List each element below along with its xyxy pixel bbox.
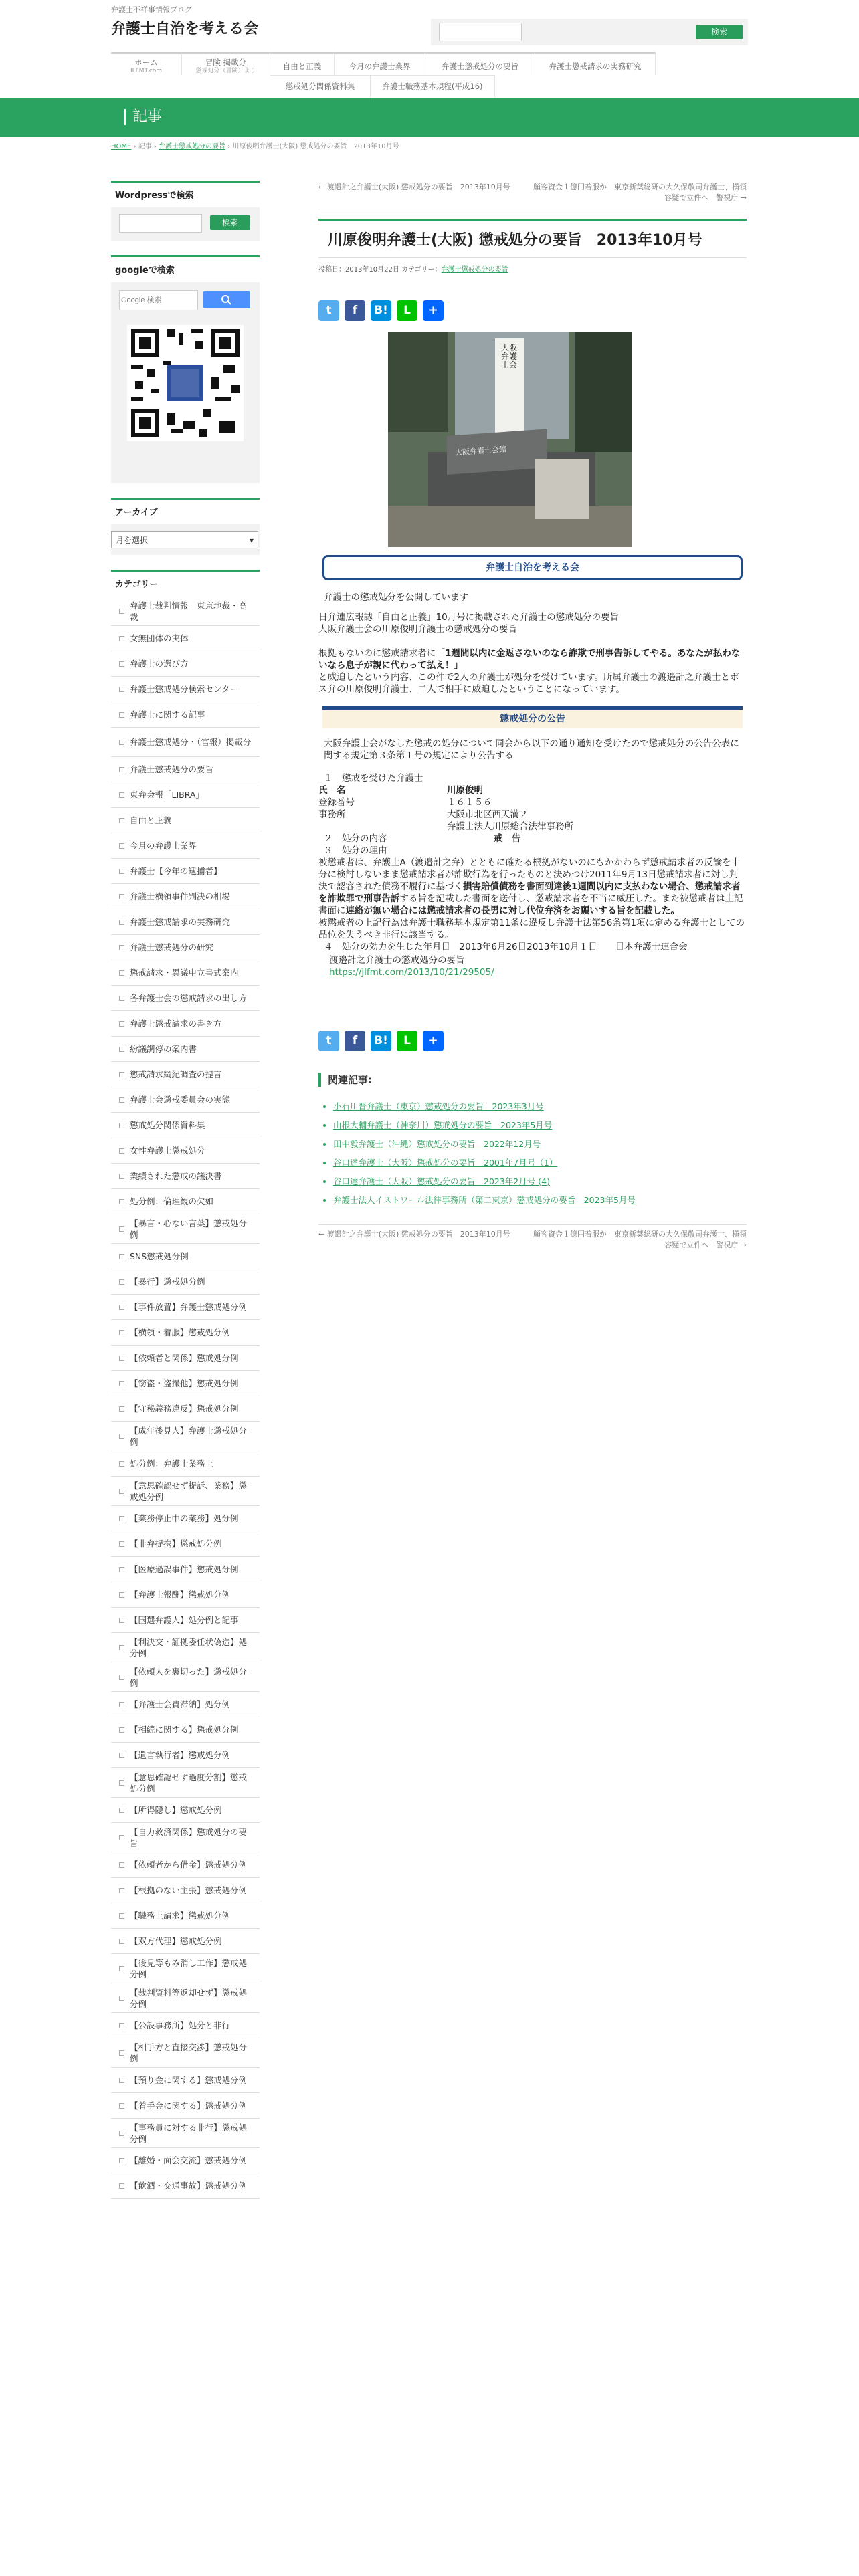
breadcrumb-item[interactable]: 記事 [138,143,152,150]
breadcrumb-item[interactable]: 弁護士懲戒処分の要旨 [159,143,226,150]
nav-item-jitsumu[interactable] [535,52,656,75]
related-post-link[interactable]: • 田中毅弁護士（沖縄）懲戒処分の要旨 2022年12月号 [333,1135,747,1154]
next-post-link[interactable]: 顧客資金１億円着服か 東京新葉総研の大久保敬司弁護士、横領容疑で立件へ 警視庁 → [533,183,747,202]
category-item[interactable]: 【意思確認せず提訴、業務】懲戒処分例 [111,1477,260,1506]
summary-paragraph: 根拠もないのに懲戒請求者に「1週間以内に金返さないのなら詐欺で刑事告訴してやる。あなたが払わないなら息子が親に代わって払え！」 と威迫したという内容、この件で2人の弁護士が処分を受けています。所属弁護士の渡邉計之弁護士とボス弁の川原俊明弁護士、二人で相手に威迫したということになっています。 [318,648,741,695]
related-posts-title: 関連記事: [318,1073,747,1087]
category-item[interactable]: 【後見等もみ消し工作】懲戒処分例 [111,1954,260,1983]
category-item[interactable]: 【依頼人を裏切った】懲戒処分例 [111,1662,260,1692]
category-item[interactable]: 【自力救済関係】懲戒処分の要旨 [111,1823,260,1852]
site-header [0,0,859,49]
category-item[interactable]: 【公設事務所】処分と非行 [111,2013,260,2038]
banner-title: 記事 [124,109,162,125]
category-item[interactable]: 弁護士【今年の逮捕者】 [111,859,260,884]
global-nav [0,48,859,98]
category-item[interactable]: 【相続に関する】懲戒処分例 [111,1717,260,1743]
related-posts-list [318,1097,747,1210]
post-navigation-bottom [318,1224,747,1256]
category-item[interactable]: 【相手方と直接交渉】懲戒処分例 [111,2038,260,2068]
breadcrumb: HOME › 記事 › 弁護士懲戒処分の要旨 › 川原俊明弁護士(大阪) 懲戒処分の要旨 2013年10月号 [111,143,399,150]
nav-item-label: 弁護士職務基本規程(平成16) [382,82,483,91]
facebook-share-icon[interactable]: f [345,300,365,321]
post-title: 川原俊明弁護士(大阪) 懲戒処分の要旨 2013年10月号 [318,219,747,258]
archive-widget [111,498,260,555]
category-item[interactable]: 【非弁提携】懲戒処分例 [111,1531,260,1557]
widget-title: アーカイブ [111,498,260,524]
nav-item-jiyu-to-seigi[interactable] [270,52,335,75]
photo-plate-text: 大阪弁護士会館 [454,445,507,457]
wp-search-button[interactable]: 検索 [210,215,250,230]
category-item[interactable]: 懲戒請求綱紀調査の提言 [111,1062,260,1087]
disposition: 戒 告 [494,833,521,844]
sidebar [111,181,260,2199]
share-buttons-top [318,300,747,321]
next-post-link[interactable]: 顧客資金１億円着服か 東京新葉総研の大久保敬司弁護士、横領容疑で立件へ 警視庁 → [533,1230,747,1249]
category-item[interactable]: 【裁判資料等返却せず】懲戒処分例 [111,1983,260,2013]
nav-item-label: ホーム [134,58,158,67]
category-item[interactable]: 弁護士懲戒請求の書き方 [111,1011,260,1037]
nav-item-shiryou[interactable] [270,75,371,98]
nav-item-label: 今月の弁護士業界 [349,62,411,71]
addtoany-share-icon[interactable]: + [423,300,444,321]
category-item[interactable]: 東弁会報「LIBRA」 [111,782,260,808]
nav-item-bouken[interactable] [182,52,270,75]
reason-text: 被懲戒者は、弁護士A（渡邉計之弁）とともに確たる根拠がないのにもかかわらず懲戒請求者の反論を十分に検討しないまま懲戒請求者が詐欺行為を行ったものと決めつけ2011年9月13日懲戒請求者に対し判決で認容された債務不履行に基づく損害賠償債務を書面到達後1週間以内に支払わない場合、懲戒請求者を詐欺罪で刑事告訴する旨を記載した書面を送付し、懲戒請求者を不当に威圧した。また被懲戒者は上記書面に連絡が無い場合には懲戒請求者の長男に対し代位弁済をお願いする旨を記載した。 被懲戒者の上記行為は弁護士職務基本規定第11条に違反し弁護士法第56条第1項に定める弁護士としての品位を失うべき非行に該当する。 [318,857,745,940]
post-meta: 投稿日：2013年10月22日 カテゴリー：弁護士懲戒処分の要旨 [318,266,508,274]
category-item[interactable]: SNS懲戒処分例 [111,1244,260,1269]
photo-sign-text: 大阪弁護士会 [500,343,517,370]
nav-item-youshi[interactable] [425,52,535,75]
search-icon [203,291,250,308]
site-tagline: 弁護士不祥事情報ブログ [111,5,192,14]
category-item[interactable]: 弁護士懲戒処分の研究 [111,935,260,960]
qr-code-icon [127,325,244,441]
post-category-link[interactable]: 弁護士懲戒処分の要旨 [441,266,508,274]
category-item[interactable]: 【弁護士報酬】懲戒処分例 [111,1582,260,1608]
breadcrumb-current: 川原俊明弁護士(大阪) 懲戒処分の要旨 2013年10月号 [232,143,399,150]
category-item[interactable]: 弁護士懲戒処分・（官報）掲載分 [111,728,260,757]
category-item[interactable]: 【依頼者と関係】懲戒処分例 [111,1346,260,1371]
related-post-link[interactable]: • 山根大輔弁護士（神奈川）懲戒処分の要旨 2023年5月号 [333,1116,747,1135]
google-search-widget [111,255,260,483]
category-item[interactable]: 【利決交・証拠委任状偽造】処分例 [111,1633,260,1662]
notice-heading: 懲戒処分の公告 [322,706,743,728]
category-item[interactable]: 【離婚・面会交流】懲戒処分例 [111,2148,260,2173]
category-item[interactable]: 自由と正義 [111,808,260,833]
line-share-icon[interactable]: L [397,1031,417,1051]
category-item[interactable]: 【暴言・心ない言葉】懲戒処分例 [111,1214,260,1244]
nav-item-sublabel: ILFMT.com [130,68,163,74]
twitter-share-icon[interactable]: t [318,300,339,321]
category-item[interactable]: 業績された懲戒の議決書 [111,1164,260,1189]
widget-title: Wordpressで検索 [111,181,260,207]
category-item[interactable]: 【飲酒・交通事故】懲戒処分例 [111,2173,260,2199]
category-item[interactable]: 【成年後見人】弁護士懲戒処分例 [111,1422,260,1451]
category-item[interactable]: 【所得隠し】懲戒処分例 [111,1798,260,1823]
category-item[interactable]: 【弁護士会費滞納】処分例 [111,1692,260,1717]
hatena-share-icon[interactable]: B! [371,1031,391,1051]
qr-code-image [127,325,244,441]
category-item[interactable]: 懲戒請求・異議申立書式案内 [111,960,260,986]
archive-select[interactable]: 月を選択 ▾ [111,531,258,548]
category-item[interactable]: 【根拠のない主張】懲戒処分例 [111,1878,260,1903]
source-link[interactable]: https://jlfmt.com/2013/10/21/29505/ [329,967,494,978]
intro-line-2: 大阪弁護士会の川原俊明弁護士の懲戒処分の要旨 [318,624,517,635]
nav-item-kongetsu[interactable] [335,52,425,75]
addtoany-share-icon[interactable]: + [423,1031,444,1051]
category-item[interactable]: 弁護士の選び方 [111,651,260,677]
category-item[interactable]: 【窃盗・盗撮他】懲戒処分例 [111,1371,260,1396]
google-search-button[interactable] [203,291,250,308]
post-navigation-top [318,178,747,209]
nav-item-label: 懲戒処分関係資料集 [285,82,355,91]
category-item[interactable]: 弁護士に関する記事 [111,702,260,728]
wp-search-input[interactable] [119,214,202,233]
category-item[interactable]: 【着手金に関する】懲戒処分例 [111,2093,260,2119]
category-item[interactable]: 【双方代理】懲戒処分例 [111,1929,260,1954]
hatena-share-icon[interactable]: B! [371,300,391,321]
category-item[interactable]: 弁護士懲戒請求の実務研究 [111,909,260,935]
main-content [318,178,747,1256]
header-search-area [431,19,748,45]
prev-post-link[interactable]: ← 渡邉計之弁護士(大阪) 懲戒処分の要旨 2013年10月号 [318,1230,510,1239]
twitter-share-icon[interactable]: t [318,1031,339,1051]
related-post-link[interactable]: • 谷口達弁護士（大阪）懲戒処分の要旨 2001年7月号（1） [333,1154,747,1172]
category-item[interactable]: 処分例：倫理観の欠如 [111,1189,260,1214]
nav-item-kitei[interactable] [371,75,495,98]
lawyer-name: 川原俊明 [447,785,483,796]
category-item[interactable]: 女無団体の実体 [111,626,260,651]
category-item[interactable]: 紛議調停の案内書 [111,1037,260,1062]
header-search-button[interactable]: 検索 [696,25,743,39]
category-item[interactable]: 【職務上請求】懲戒処分例 [111,1903,260,1929]
related-post-link[interactable]: • 小石川晋弁護士（東京）懲戒処分の要旨 2023年3月号 [333,1097,747,1116]
notice-text: 大阪弁護士会がなした懲戒の処分について同会から以下の通り通知を受けたので懲戒処分の公告公表に関する規定第３条第１号の規定により公告する [324,738,739,761]
category-item[interactable]: 【預り金に関する】懲戒処分例 [111,2068,260,2093]
related-post-link[interactable]: • 谷口達弁護士（大阪）懲戒処分の要旨 2023年2月号 (4) [333,1172,747,1191]
nav-item-label: 弁護士懲戒処分の要旨 [442,62,518,71]
category-item[interactable]: 弁護士懲戒処分の要旨 [111,757,260,782]
category-item[interactable]: 【事件放置】弁護士懲戒処分例 [111,1295,260,1320]
article-photo [388,332,632,547]
nav-item-home[interactable] [111,52,182,75]
share-buttons-bottom [318,1031,747,1051]
category-item[interactable]: 【意思確認せず過度分割】懲戒処分例 [111,1768,260,1798]
category-item[interactable]: 【国選弁護人】処分例と記事 [111,1608,260,1633]
category-item[interactable]: 【遺言執行者】懲戒処分例 [111,1743,260,1768]
site-title[interactable]: 弁護士自治を考える会 [111,21,259,37]
category-item[interactable]: 今月の弁護士業界 [111,833,260,859]
category-item[interactable]: 弁護士横領事件判決の相場 [111,884,260,909]
category-item[interactable]: 【医療過誤事件】懲戒処分例 [111,1557,260,1582]
widget-title: googleで検索 [111,255,260,282]
category-widget [111,570,260,2199]
category-list [111,597,260,2199]
category-item[interactable]: 【暴行】懲戒処分例 [111,1269,260,1295]
category-item[interactable]: 各弁護士会の懲戒請求の出し方 [111,986,260,1011]
category-item[interactable]: 【依頼者から借金】懲戒処分例 [111,1852,260,1878]
disciplinary-details: １ 懲戒を受けた弁護士 氏 名 川原俊明 登録番号 １６１５６ 事務所 大阪市北区西天満２ 弁護士法人川原総合法律事務所 ２ 処分の内容 戒 告 ３ 処分の理由 被懲戒者は、弁護士A（渡邉計之弁）とともに確たる根拠がないのにもかかわらず懲戒請求者の反論を十分に検討しないまま懲戒請求者が詐欺行為を行ったものと決めつけ2011年9月13日懲戒請求者に対し判決で認容された債務不履行に基づく損害賠償債務を書面到達後1週間以内に支払わない場合、懲戒請求者を詐欺罪で刑事告訴する旨を記載した書面を送付し、懲戒請求者を不当に威圧した。また被懲戒者は上記書面に連絡が無い場合には懲戒請求者の長男に対し代位弁済をお願いする旨を記載した。 被懲戒者の上記行為は弁護士職務基本規定第11条に違反し弁護士法第56条第1項に定める弁護士としての品位を失うべき非行に該当する。 ４ 処分の効力を生じた年月日 2013年6月26日2013年10月１日 日本弁護士連合会 渡邉計之弁護士の懲戒処分の要旨 https://jlfmt.com/2013/10/21/29505/ [318,772,747,978]
widget-title: カテゴリー [111,570,260,597]
breadcrumb-home[interactable]: HOME [111,143,132,150]
prev-post-link[interactable]: ← 渡邉計之弁護士(大阪) 懲戒処分の要旨 2013年10月号 [318,183,510,191]
wp-search-widget [111,181,260,241]
nav-item-label: 弁護士懲戒請求の実務研究 [549,62,642,71]
category-item[interactable]: 弁護士懲戒処分検索センター [111,677,260,702]
nav-item-label: 自由と正義 [282,62,322,71]
category-item[interactable]: 弁護士会懲戒委員会の実態 [111,1087,260,1113]
facebook-share-icon[interactable]: f [345,1031,365,1051]
header-search-input[interactable] [439,23,522,41]
google-search-input[interactable] [119,290,198,310]
intro-line-1: 日弁連広報誌「自由と正義」10月号に掲載された弁護士の懲戒処分の要旨 [318,612,619,623]
category-item[interactable]: 【横領・着服】懲戒処分例 [111,1320,260,1346]
category-item[interactable]: 【事務員に対する非行】懲戒処分例 [111,2119,260,2148]
category-item[interactable]: 【守秘義務違反】懲戒処分例 [111,1396,260,1422]
nav-item-label: 冒険 掲載分 [205,58,247,67]
photo-caption-box: 弁護士自治を考える会 [322,555,743,580]
line-share-icon[interactable]: L [397,300,417,321]
intro-text: 弁護士の懲戒処分を公開しています [324,592,468,603]
category-item[interactable]: 【業務停止中の業務】処分例 [111,1506,260,1531]
related-post-link[interactable]: • 弁護士法人イストワール法律事務所（第二東京）懲戒処分の要旨 2023年5月号 [333,1191,747,1210]
nav-item-sublabel: 懲戒処分（冒険）より [195,68,256,74]
category-item[interactable]: 懲戒処分関係資料集 [111,1113,260,1138]
category-item[interactable]: 処分例：弁護士業務上 [111,1451,260,1477]
page-banner [0,98,859,137]
chevron-down-icon: ▾ [249,536,254,545]
category-item[interactable]: 女性弁護士懲戒処分 [111,1138,260,1164]
category-item[interactable]: 弁護士裁判情報 東京地裁・高裁 [111,597,260,626]
